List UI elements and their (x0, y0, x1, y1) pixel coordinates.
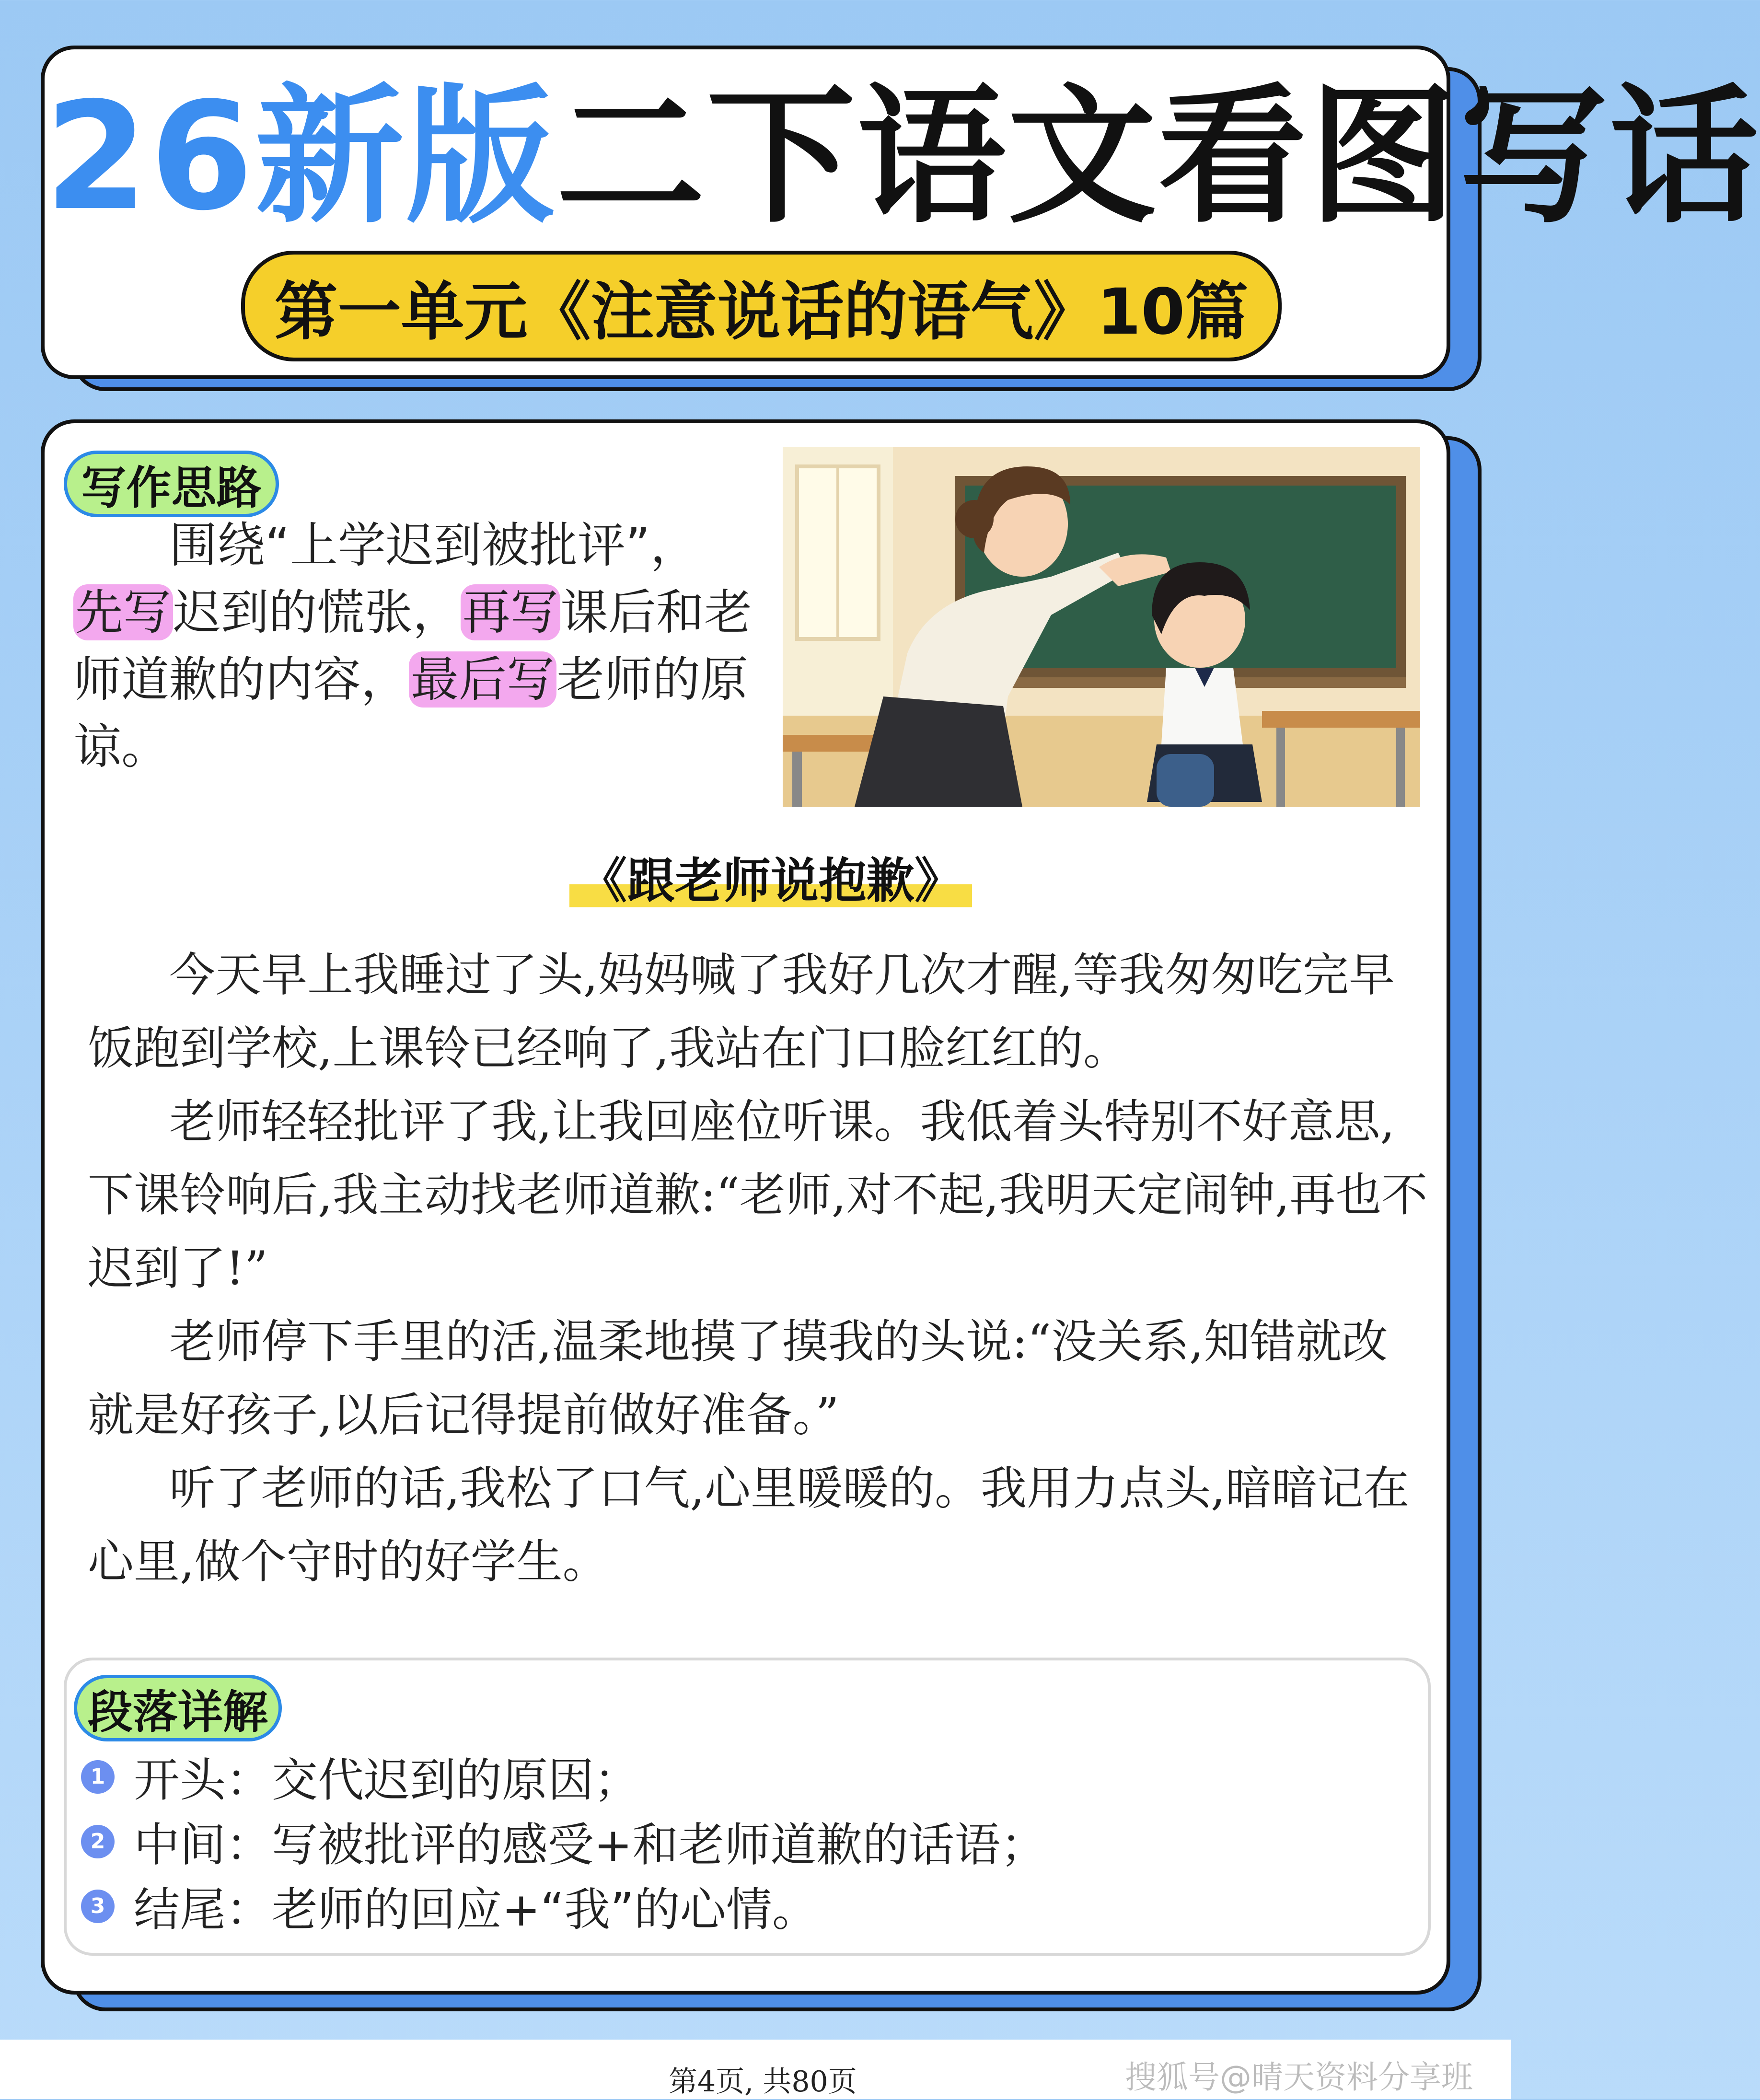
detail-text: 开头：交代迟到的原因； (134, 1753, 640, 1807)
paragraph-details-box (64, 1658, 1431, 1956)
essay-body (88, 939, 1430, 1599)
number-badge: 1 (81, 1760, 115, 1794)
title-highlight: 26新版 (45, 70, 556, 244)
title-rest: 二下语文看图写话 (556, 70, 1760, 244)
paragraph-details-tag: 段落详解 (74, 1675, 282, 1741)
essay-paragraph: 老师轻轻批评了我,让我回座位听课。我低着头特别不好意思,下课铃响后,我主动找老师道歉:“老师,对不起,我明天定闹钟,再也不迟到了!” (88, 1095, 1428, 1295)
idea-mark-first: 先写 (73, 584, 173, 640)
list-item (81, 1874, 1046, 1938)
detail-text: 结尾：老师的回应+“我”的心情。 (134, 1883, 818, 1937)
watermark: 搜狐号@晴天资料分享班 (1125, 2059, 1473, 2096)
essay-paragraph: 老师停下手里的活,温柔地摸了摸我的头说:“没关系,知错就改就是好孩子,以后记得提前做好准备。” (88, 1315, 1388, 1442)
idea-text-last: 老师的原谅。 (73, 651, 748, 775)
subtitle-banner: 第一单元《注意说话的语气》10篇 (241, 251, 1282, 361)
page-footer (0, 2040, 1511, 2099)
idea-intro: 围绕“上学迟到被批评”， (169, 517, 698, 573)
essay-paragraph: 今天早上我睡过了头,妈妈喊了我好几次才醒,等我匆匆吃完早饭跑到学校,上课铃已经响了,我站在门口脸红红的。 (88, 948, 1395, 1075)
idea-text-second: 课后和老师道歉的内容， (73, 584, 752, 708)
classroom-illustration (783, 447, 1420, 807)
page-title (45, 70, 1760, 244)
idea-mark-second: 再写 (461, 584, 560, 640)
details-list (81, 1744, 1046, 1938)
idea-text-first: 迟到的慌张， (173, 584, 461, 640)
idea-mark-last: 最后写 (409, 651, 556, 708)
number-badge: 2 (81, 1825, 115, 1858)
header-card (41, 46, 1760, 379)
detail-text: 中间：写被批评的感受+和老师道歉的话语； (134, 1818, 1047, 1872)
essay-title: 《跟老师说抱歉》 (569, 850, 972, 912)
number-badge: 3 (81, 1890, 115, 1923)
essay-paragraph: 听了老师的话,我松了口气,心里暖暖的。我用力点头,暗暗记在心里,做个守时的好学生。 (88, 1462, 1410, 1589)
writing-idea-text (73, 512, 792, 780)
writing-idea-tag: 写作思路 (64, 451, 279, 517)
list-item (81, 1744, 1046, 1809)
main-card (41, 419, 1450, 1995)
page-number: 第4页, 共80页 (669, 2065, 857, 2099)
list-item (81, 1809, 1046, 1874)
